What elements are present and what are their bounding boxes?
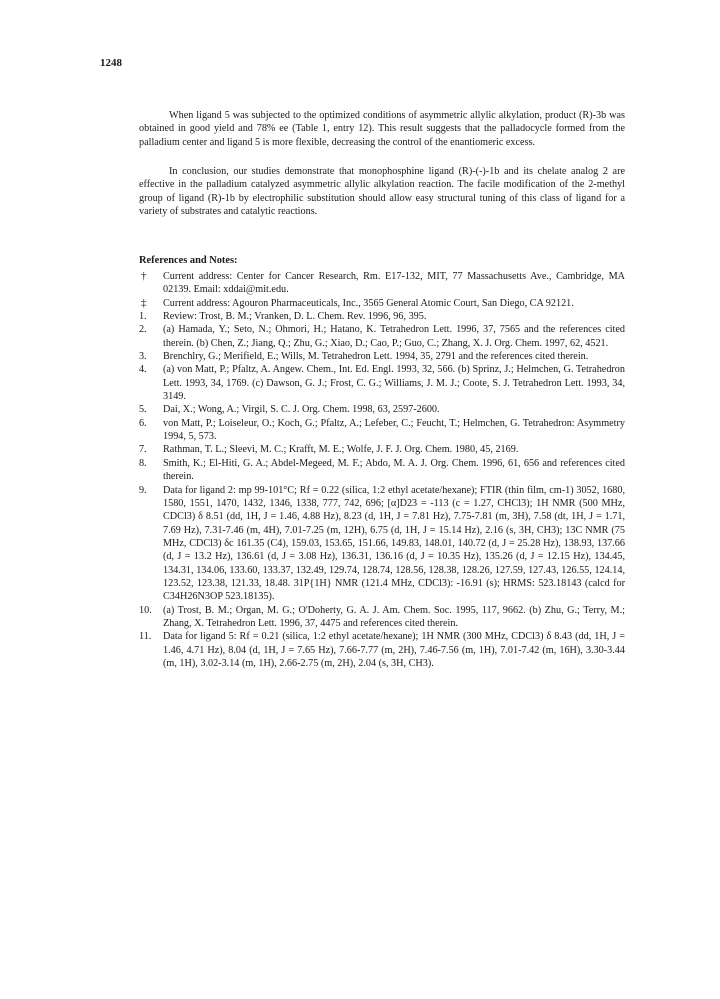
reference-item: [139, 310, 625, 323]
reference-item: [139, 417, 625, 444]
reference-item: [139, 457, 625, 484]
reference-marker: 2.: [139, 324, 147, 336]
reference-marker: ‡: [141, 296, 147, 309]
reference-text: Review: Trost, B. M.; Vranken, D. L. Chem. Rev. 1996, 96, 395.: [163, 311, 427, 323]
reference-text: Data for ligand 5: Rf = 0.21 (silica, 1:2 ethyl acetate/hexane); 1H NMR (300 MHz, CDCl3) δ 8.43 (dd, 1H, J = 1.46, 4.71 Hz), 8.04 (d, 1H, J = 7.65 Hz), 7.66-7.77 (m, 2H), 7.46-7.56 (m, 1H), 7.01-7.42 (m, 16H), 3.30-3.44 (m, 1H), 3.02-3.14 (m, 1H), 2.66-2.75 (m, 2H), 2.04 (s, 3H, CH3).: [163, 631, 625, 669]
reference-text: Dai, X.; Wong, A.; Virgil, S. C. J. Org. Chem. 1998, 63, 2597-2600.: [163, 404, 440, 416]
reference-item: [139, 270, 625, 297]
reference-item: [139, 323, 625, 350]
reference-marker: 11.: [139, 631, 152, 643]
reference-item: [139, 363, 625, 403]
reference-item: [139, 350, 625, 363]
reference-marker: 8.: [139, 457, 147, 469]
page-number: 1248: [100, 57, 122, 69]
reference-text: (a) Trost, B. M.; Organ, M. G.; O'Doherty, G. A. J. Am. Chem. Soc. 1995, 117, 9662. (b) Zhu, G.; Terry, M.; Zhang, X. Tetrahedron Lett. 1996, 37, 4475 and references cited therein.: [163, 604, 625, 629]
reference-text: (a) Hamada, Y.; Seto, N.; Ohmori, H.; Hatano, K. Tetrahedron Lett. 1996, 37, 7565 and the references cited therein. (b) Chen, Z.; Jiang, Q.; Zhu, G.; Xiao, D.; Cao, P.; Guo, C.; Zhang, X. J. Org. Chem. 1997, 62, 4521.: [163, 324, 625, 349]
reference-marker: 1.: [139, 311, 147, 323]
reference-text: Data for ligand 2: mp 99-101°C; Rf = 0.22 (silica, 1:2 ethyl acetate/hexane); FTIR (thin film, cm-1) 3052, 1680, 1580, 1551, 1470, 1432, 1346, 1338, 777, 742, 696; [α]D23 = -113 (c = 1.27, CHCl3); 1H NMR (500 MHz, CDCl3) δ 8.51 (dd, 1H, J = 1.46, 4.88 Hz), 8.23 (d, 1H, J = 7.81 Hz), 7.75-7.81 (m, 3H), 7.58 (dt, 1H, J = 1.71, 7.69 Hz), 7.31-7.46 (m, 4H), 7.01-7.25 (m, 12H), 6.75 (d, 1H, J = 15.14 Hz), 2.16 (s, 3H, CH3); 13C NMR (75 MHz, CDCl3) δc 161.35 (C4), 159.03, 153.65, 151.66, 149.83, 148.01, 140.72 (d, J = 25.28 Hz), 138.93, 137.66 (d, J = 13.2 Hz), 136.61 (d, J = 3.08 Hz), 136.31, 136.16 (d, J = 10.35 Hz), 135.26 (d, J = 12.15 Hz), 134.45, 134.31, 134.06, 133.60, 133.37, 132.49, 129.74, 128.74, 128.56, 128.38, 128.26, 127.59, 127.43, 126.55, 124.14, 123.52, 123.38, 121.33, 18.48. 31P{1H} NMR (121.4 MHz, CDCl3): -16.91 (s); HRMS: 523.18143 (calcd for C34H26N3OP 523.18135).: [163, 484, 625, 603]
reference-text: von Matt, P.; Loiseleur, O.; Koch, G.; Pfaltz, A.; Lefeber, C.; Feucht, T.; Helmchen, G. Tetrahedron: Asymmetry 1994, 5, 573.: [163, 417, 625, 443]
reference-text: Current address: Agouron Pharmaceuticals, Inc., 3565 General Atomic Court, San Diego, CA 92121.: [163, 297, 574, 309]
reference-marker: †: [141, 270, 147, 282]
reference-item: [139, 443, 625, 456]
reference-text: Rathman, T. L.; Sleevi, M. C.; Krafft, M. E.; Wolfe, J. F. J. Org. Chem. 1980, 45, 2169.: [163, 444, 519, 456]
reference-text: (a) von Matt, P.; Pfaltz, A. Angew. Chem., Int. Ed. Engl. 1993, 32, 566. (b) Sprinz, J.; Helmchen, G. Tetrahedron Lett. 1993, 34, 1769. (c) Dawson, G. J.; Frost, C. G.; Williams, J. M. J.; Coote, S. J. Tetrahedron Lett. 1993, 34, 3149.: [163, 364, 625, 403]
reference-text: Smith, K.; El-Hiti, G. A.; Abdel-Megeed, M. F.; Abdo, M. A. J. Org. Chem. 1996, 61, 656 and references cited therein.: [163, 457, 625, 483]
reference-marker: 7.: [139, 444, 147, 456]
reference-text: Brenchlry, G.; Merifield, E.; Wills, M. Tetrahedron Lett. 1994, 35, 2791 and the references cited therein.: [163, 351, 589, 363]
body-paragraph-2: In conclusion, our studies demonstrate that monophosphine ligand (R)-(-)-1b and its chelate analog 2 are effective in the palladium catalyzed asymmetric allylic alkylation reaction. The facile modification of the 2-methyl group of ligand (R)-1b by electrophilic substitution should allow easy structural tuning of this class of ligand for a variety of substrates and catalytic reactions.: [139, 166, 625, 218]
reference-text: Current address: Center for Cancer Research, Rm. E17-132, MIT, 77 Massachusetts Ave., Cambridge, MA 02139. Email: xddai@mit.edu.: [163, 271, 625, 296]
reference-marker: 3.: [139, 351, 147, 363]
body-paragraph-1: When ligand 5 was subjected to the optimized conditions of asymmetric allylic alkylation, product (R)-3b was obtained in good yield and 78% ee (Table 1, entry 12). This result suggests that the palladocycle formed from the palladium center and ligand 5 is more flexible, decreasing the control of the enantiomeric excess.: [139, 110, 625, 148]
reference-marker: 9.: [139, 484, 147, 496]
reference-marker: 4.: [139, 364, 147, 376]
reference-item: [139, 403, 625, 416]
reference-item: [139, 630, 625, 670]
reference-item: [139, 484, 625, 604]
references-list: [139, 270, 625, 670]
reference-marker: 10.: [139, 604, 152, 616]
reference-item: [139, 604, 625, 631]
reference-marker: 5.: [139, 404, 147, 416]
references-heading: References and Notes:: [139, 255, 238, 266]
reference-marker: 6.: [139, 417, 147, 429]
reference-item: [139, 297, 625, 310]
